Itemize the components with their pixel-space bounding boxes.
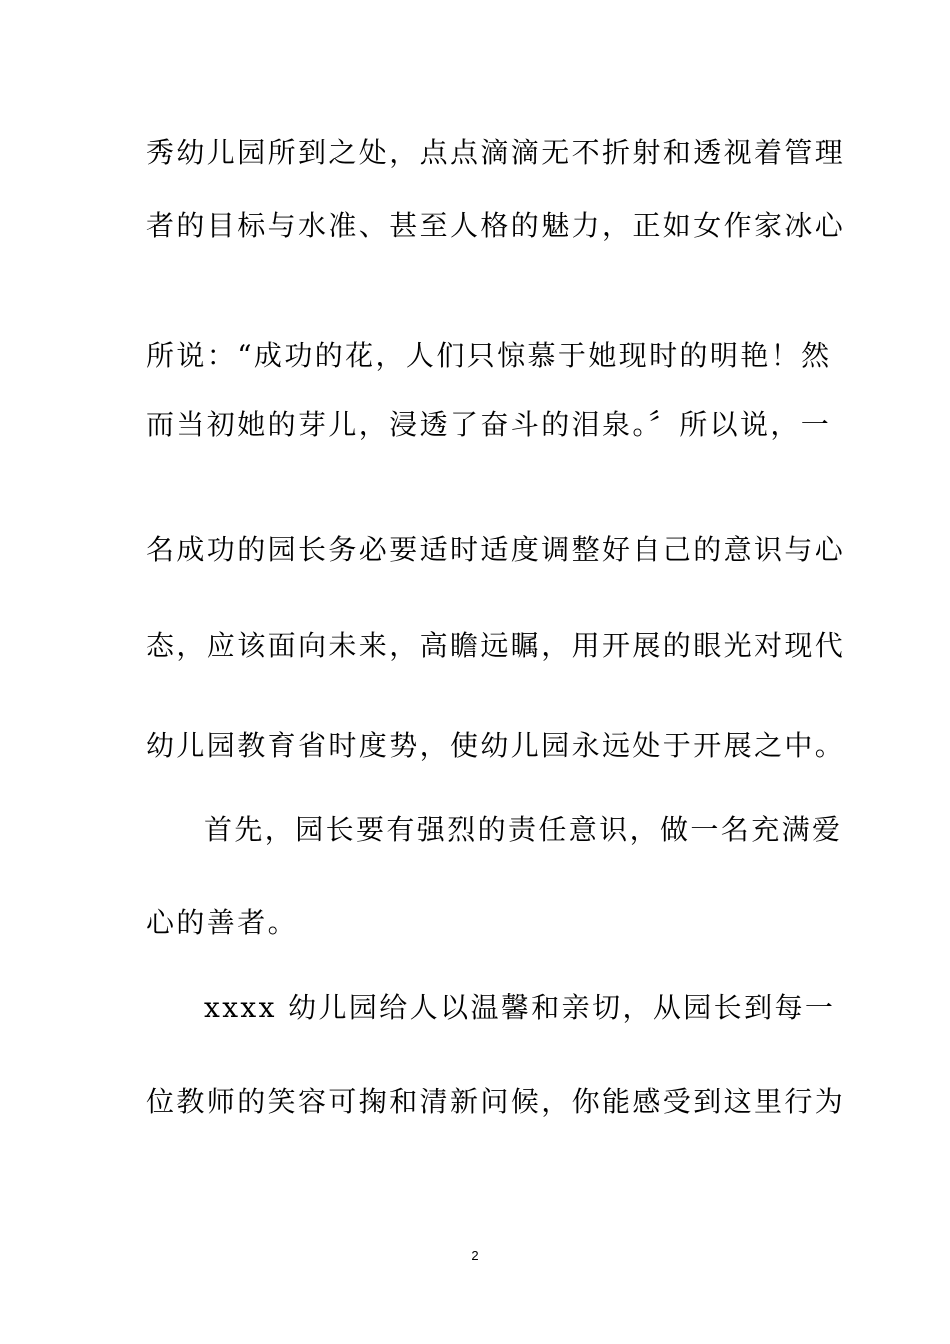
text-line: 位教师的笑容可掬和清新问候，你能感受到这里行为 — [146, 1085, 846, 1118]
text-line: 心的善者。 — [146, 906, 299, 939]
paragraph-first-line: xxxx 幼儿园给人以温馨和亲切，从园长到每一 — [204, 991, 836, 1024]
text-line: 幼儿园教育省时度势，使幼儿园永远处于开展之中。 — [146, 729, 846, 762]
text-line: 者的目标与水准、甚至人格的魅力，正如女作家冰心 — [146, 209, 846, 242]
text-line: 名成功的园长务必要适时适度调整好自己的意识与心 — [146, 533, 846, 566]
text-line: 而当初她的芽儿，浸透了奋斗的泪泉。〞所以说，一 — [146, 408, 832, 441]
paragraph-first-line: 首先，园长要有强烈的责任意识，做一名充满爱 — [204, 813, 843, 846]
text-line: 态，应该面向未来，高瞻远瞩，用开展的眼光对现代 — [146, 629, 846, 662]
page-number: 2 — [471, 1248, 479, 1263]
text-line: 所说：“成功的花，人们只惊慕于她现时的明艳！然 — [146, 339, 832, 372]
text-line: 秀幼儿园所到之处，点点滴滴无不折射和透视着管理 — [146, 136, 846, 169]
